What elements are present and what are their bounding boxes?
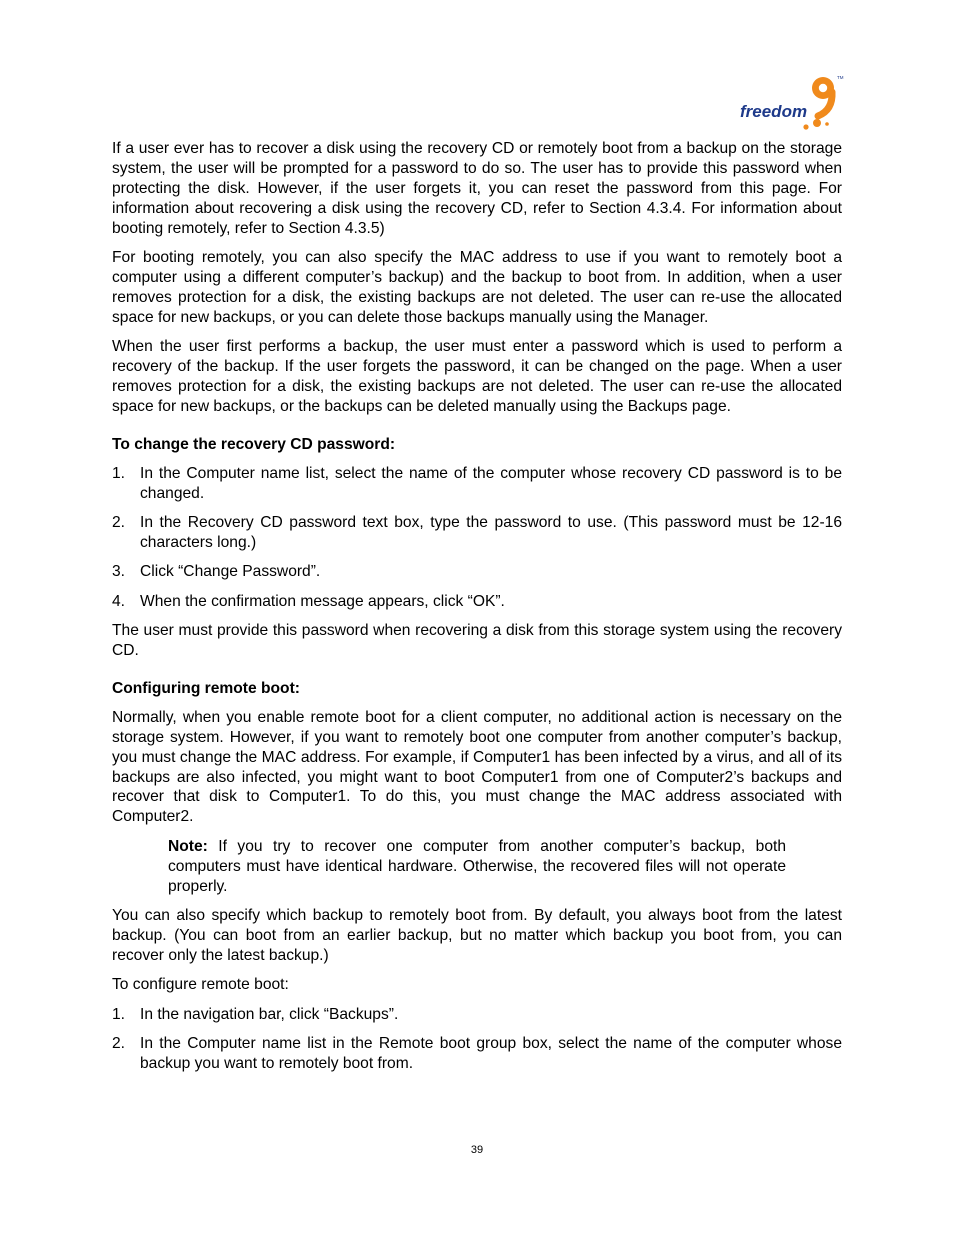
list-item: 2. In the Recovery CD password text box, type the password to use. (This password must be 12-16 characters long.): [112, 514, 842, 551]
document-body: [112, 139, 842, 1083]
remote-boot-steps: [112, 1005, 842, 1074]
remote-boot-paragraph-1: Normally, when you enable remote boot for a client computer, no additional action is necessary on the storage system. However, if you want to remotely boot one computer from another computer’s backup, you must change the MAC address. For example, if Computer1 has been infected by a virus, and all of its backups are also infected, you might want to boot Computer1 from one of Computer2’s backups and recover that disk to Computer1. To do this, you must change the MAC address associated with Computer2.: [112, 708, 842, 826]
list-item: 1. In the Computer name list, select the name of the computer whose recovery CD password is to be changed.: [112, 464, 842, 502]
section-heading-change-password: To change the recovery CD password:: [112, 435, 396, 453]
list-item: 1. In the navigation bar, click “Backups”.: [112, 1005, 399, 1023]
intro-paragraph-3: When the user first performs a backup, the user must enter a password which is used to perform a recovery of the backup. If the user forgets the password, it can be changed on the page. When a user removes protection for a disk, the existing backups are not deleted. The user can re-use the allocated space for new backups, or the backups can be deleted manually using the Backups page.: [112, 338, 842, 415]
change-password-note: The user must provide this password when recovering a disk from this storage system using the recovery CD.: [112, 622, 842, 660]
intro-paragraph-1: If a user ever has to recover a disk using the recovery CD or remotely boot from a backup on the storage system, the user will be prompted for a password to do so. The user has to provide this password when protecting the disk. However, if the user forgets it, you can reset the password from this page. For information about recovering a disk using the recovery CD, refer to Section 4.3.4. For information about booting remotely, refer to Section 4.3.5): [112, 140, 842, 237]
section-heading-remote-boot: Configuring remote boot:: [112, 679, 300, 697]
change-password-steps: [112, 464, 842, 612]
list-item: 2. In the Computer name list in the Remote boot group box, select the name of the computer whose backup you want to remotely boot from.: [112, 1035, 842, 1072]
list-item: 4. When the confirmation message appears, click “OK”.: [112, 592, 505, 610]
remote-boot-paragraph-2: You can also specify which backup to remotely boot from. By default, you always boot from the latest backup. (You can boot from an earlier backup, but no matter which backup you boot from, you can recover only the latest backup.): [112, 907, 842, 964]
page-number: 39: [470, 1144, 484, 1156]
note-block: [168, 837, 786, 897]
list-item: 3. Click “Change Password”.: [112, 563, 321, 581]
intro-paragraph-2: For booting remotely, you can also specify the MAC address to use if you want to remotely boot a computer using a different computer’s backup) and the backup to boot from. In addition, when a user removes protection for a disk, the existing backups are not deleted. The user can re-use the allocated space for new backups, or you can delete those backups manually using the Manager.: [112, 249, 842, 326]
svg-text:TM: TM: [837, 75, 844, 80]
remote-boot-paragraph-3: To configure remote boot:: [112, 976, 289, 994]
freedom9-logo: [738, 72, 846, 134]
logo-wordmark: freedom: [740, 102, 808, 121]
note-text: If you try to recover one computer from another computer’s backup, both computers must have identical hardware. Otherwise, the recovered files will not operate properly.: [168, 837, 786, 895]
note-label: Note:: [168, 837, 208, 855]
